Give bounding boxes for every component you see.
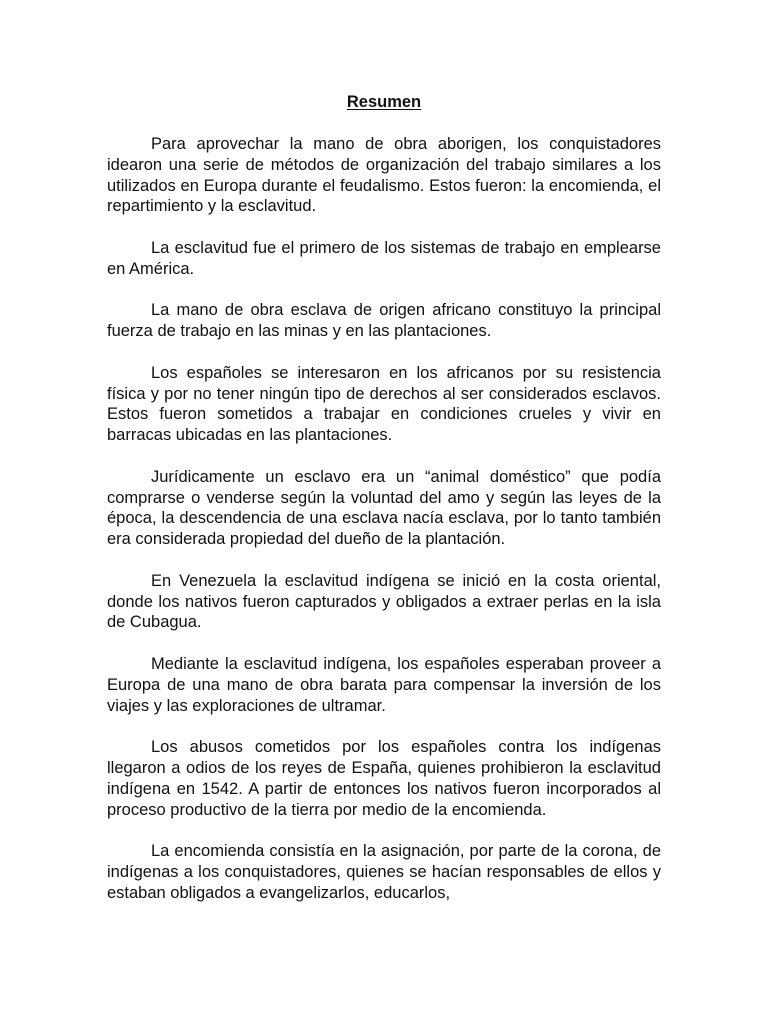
document-body [107, 134, 661, 924]
paragraph-5: Jurídicamente un esclavo era un “animal doméstico” que podía comprarse o venderse según la voluntad del amo y según las leyes de la época, la descendencia de una esclava nacía esclava, por lo tanto también era considerada propiedad del dueño de la plantación. [107, 467, 661, 549]
paragraph-9: La encomienda consistía en la asignación, por parte de la corona, de indígenas a los conquistadores, quienes se hacían responsables de ellos y estaban obligados a evangelizarlos, educarlos, [107, 842, 661, 902]
paragraph-4: Los españoles se interesaron en los africanos por su resistencia física y por no tener ningún tipo de derechos al ser considerados esclavos. Estos fueron sometidos a trabajar en condiciones crueles y vivir en barracas ubicadas en las plantaciones. [107, 363, 661, 445]
paragraph-2: La esclavitud fue el primero de los sistemas de trabajo en emplearse en América. [107, 238, 661, 278]
paragraph-6: En Venezuela la esclavitud indígena se inició en la costa oriental, donde los nativos fueron capturados y obligados a extraer perlas en la isla de Cubagua. [107, 571, 661, 632]
paragraph-8: Los abusos cometidos por los españoles contra los indígenas llegaron a odios de los reyes de España, quienes prohibieron la esclavitud indígena en 1542. A partir de entonces los nativos fueron incorporados al proceso productivo de la tierra por medio de la encomienda. [107, 738, 661, 819]
paragraph-1: Para aprovechar la mano de obra aborigen, los conquistadores idearon una serie de métodos de organización del trabajo similares a los utilizados en Europa durante el feudalismo. Estos fueron: la encomienda, el repartimiento y la esclavitud. [107, 135, 661, 216]
paragraph-3: La mano de obra esclava de origen africano constituyo la principal fuerza de trabajo en las minas y en las plantaciones. [107, 301, 661, 341]
document-title: Resumen [346, 93, 422, 111]
paragraph-7: Mediante la esclavitud indígena, los españoles esperaban proveer a Europa de una mano de obra barata para compensar la inversión de los viajes y las exploraciones de ultramar. [107, 654, 661, 715]
